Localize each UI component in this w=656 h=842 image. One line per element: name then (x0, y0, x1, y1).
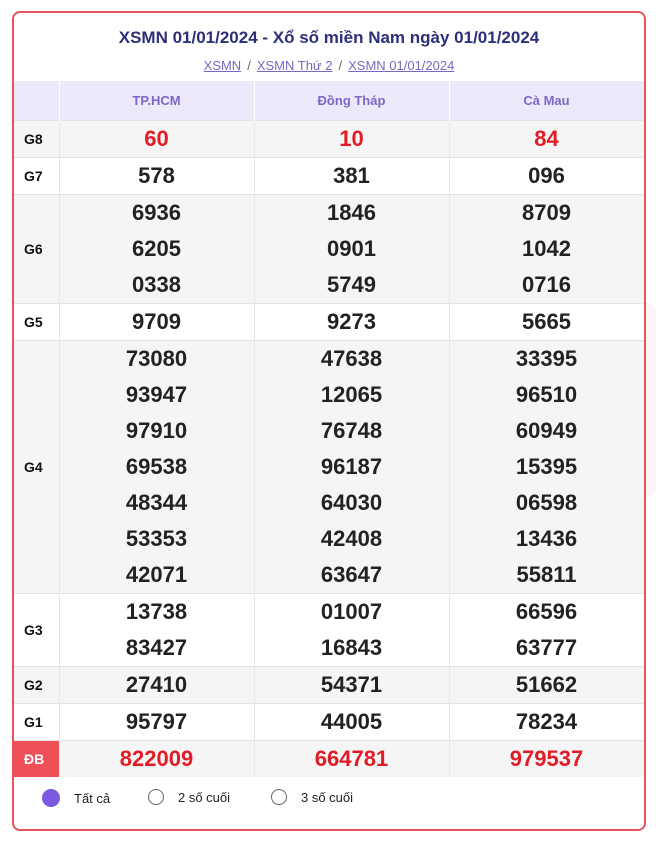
prize-cell (449, 195, 644, 304)
prize-number: 42071 (125, 562, 188, 587)
prize-cell (449, 341, 644, 594)
prize-cell (59, 121, 254, 158)
digit-filter-group (14, 785, 644, 815)
breadcrumb-link-date[interactable]: XSMN 01/01/2024 (348, 58, 455, 73)
prize-number: 64030 (320, 490, 383, 515)
special-prize-number: 979537 (509, 746, 584, 771)
prize-cell (59, 704, 254, 741)
prize-number: 96510 (515, 382, 578, 407)
prize-row (14, 195, 644, 304)
filter-option-all[interactable] (42, 789, 110, 807)
prize-row (14, 741, 644, 778)
breadcrumb-separator: / (247, 58, 251, 73)
prize-row (14, 704, 644, 741)
prize-number: 93947 (125, 382, 188, 407)
prize-label: G7 (14, 158, 59, 195)
prize-row (14, 121, 644, 158)
prize-row (14, 667, 644, 704)
prize-number: 78234 (515, 709, 578, 734)
prize-number: 12065 (320, 382, 383, 407)
prize-number: 69538 (125, 454, 188, 479)
prize-number: 9709 (132, 309, 181, 334)
prize-number: 84 (534, 126, 559, 151)
prize-number: 1846 (327, 200, 376, 225)
filter-label: Tất cả (74, 790, 111, 806)
prize-number: 0901 (327, 236, 376, 261)
filter-label: 2 số cuối (178, 789, 231, 805)
special-prize-number: 664781 (314, 746, 389, 771)
filter-option-last-3[interactable] (271, 789, 353, 805)
prize-number: 33395 (515, 346, 578, 371)
prize-cell (254, 704, 449, 741)
prize-number: 01007 (320, 599, 383, 624)
prize-number: 95797 (125, 709, 188, 734)
radio-selected-icon[interactable] (42, 789, 60, 807)
table-header-row (14, 81, 644, 121)
prize-cell (59, 158, 254, 195)
prize-number: 53353 (125, 526, 188, 551)
prize-number: 096 (528, 163, 565, 188)
prize-cell (254, 741, 449, 778)
prize-cell (449, 594, 644, 667)
radio-unselected-icon[interactable] (148, 789, 164, 805)
prize-label: G4 (14, 341, 59, 594)
prize-label: G6 (14, 195, 59, 304)
prize-cell (254, 304, 449, 341)
prize-number: 48344 (125, 490, 188, 515)
prize-number: 6205 (132, 236, 181, 261)
prize-number: 0716 (522, 272, 571, 297)
prize-number: 60 (144, 126, 169, 151)
prize-label: G1 (14, 704, 59, 741)
breadcrumb-link-xsmn[interactable]: XSMN (203, 58, 242, 73)
prize-row (14, 158, 644, 195)
prize-number: 42408 (320, 526, 383, 551)
prize-cell (254, 121, 449, 158)
prize-cell (254, 195, 449, 304)
province-header: Cà Mau (449, 81, 644, 121)
prize-number: 97910 (125, 418, 188, 443)
prize-number: 06598 (515, 490, 578, 515)
prize-number: 5665 (522, 309, 571, 334)
prize-number: 578 (138, 163, 175, 188)
filter-label: 3 số cuối (301, 789, 354, 805)
page-title: XSMN 01/01/2024 - Xổ số miền Nam ngày 01/01/2024 (118, 28, 540, 47)
prize-label: G3 (14, 594, 59, 667)
prize-cell (449, 667, 644, 704)
special-prize-number: 822009 (119, 746, 194, 771)
prize-number: 13738 (125, 599, 188, 624)
prize-number: 0338 (132, 272, 181, 297)
breadcrumb-separator: / (338, 58, 343, 73)
prize-cell (254, 158, 449, 195)
breadcrumb-link-weekday[interactable]: XSMN Thứ 2 (256, 58, 333, 73)
prize-number: 63777 (515, 635, 578, 660)
prize-cell (449, 121, 644, 158)
prize-number: 16843 (320, 635, 383, 660)
prize-cell (254, 594, 449, 667)
prize-number: 8709 (522, 200, 571, 225)
prize-row (14, 341, 644, 594)
filter-option-last-2[interactable] (148, 789, 230, 805)
prize-cell (59, 341, 254, 594)
prize-cell (449, 158, 644, 195)
prize-label: ĐB (14, 741, 59, 778)
prize-cell (254, 667, 449, 704)
prize-cell (254, 341, 449, 594)
results-table (14, 81, 645, 777)
prize-number: 9273 (327, 309, 376, 334)
prize-cell (59, 667, 254, 704)
prize-cell (449, 741, 644, 778)
prize-cell (449, 304, 644, 341)
prize-number: 10 (339, 126, 364, 151)
prize-number: 66596 (515, 599, 578, 624)
prize-cell (59, 741, 254, 778)
prize-number: 51662 (515, 672, 578, 697)
prize-number: 1042 (522, 236, 571, 261)
prize-number: 6936 (132, 200, 181, 225)
prize-number: 44005 (320, 709, 383, 734)
results-card (12, 11, 646, 831)
prize-number: 47638 (320, 346, 383, 371)
province-header: Đồng Tháp (254, 81, 449, 121)
prize-number: 76748 (320, 418, 383, 443)
prize-number: 15395 (515, 454, 578, 479)
prize-number: 27410 (125, 672, 188, 697)
prize-number: 5749 (327, 272, 376, 297)
prize-number: 55811 (516, 562, 577, 587)
prize-row (14, 304, 644, 341)
prize-number: 63647 (320, 562, 383, 587)
prize-number: 13436 (515, 526, 578, 551)
prize-number: 83427 (125, 635, 188, 660)
prize-cell (449, 704, 644, 741)
prize-number: 96187 (320, 454, 383, 479)
radio-unselected-icon[interactable] (271, 789, 287, 805)
prize-number: 54371 (320, 672, 383, 697)
prize-cell (59, 304, 254, 341)
prize-label: G5 (14, 304, 59, 341)
prize-number: 381 (333, 163, 370, 188)
prize-row (14, 594, 644, 667)
prize-cell (59, 195, 254, 304)
prize-label: G8 (14, 121, 59, 158)
prize-number: 73080 (125, 346, 188, 371)
prize-label: G2 (14, 667, 59, 704)
province-header: TP.HCM (59, 81, 254, 121)
breadcrumb (14, 57, 644, 75)
prize-number: 60949 (515, 418, 578, 443)
header-corner (14, 81, 59, 121)
prize-cell (59, 594, 254, 667)
